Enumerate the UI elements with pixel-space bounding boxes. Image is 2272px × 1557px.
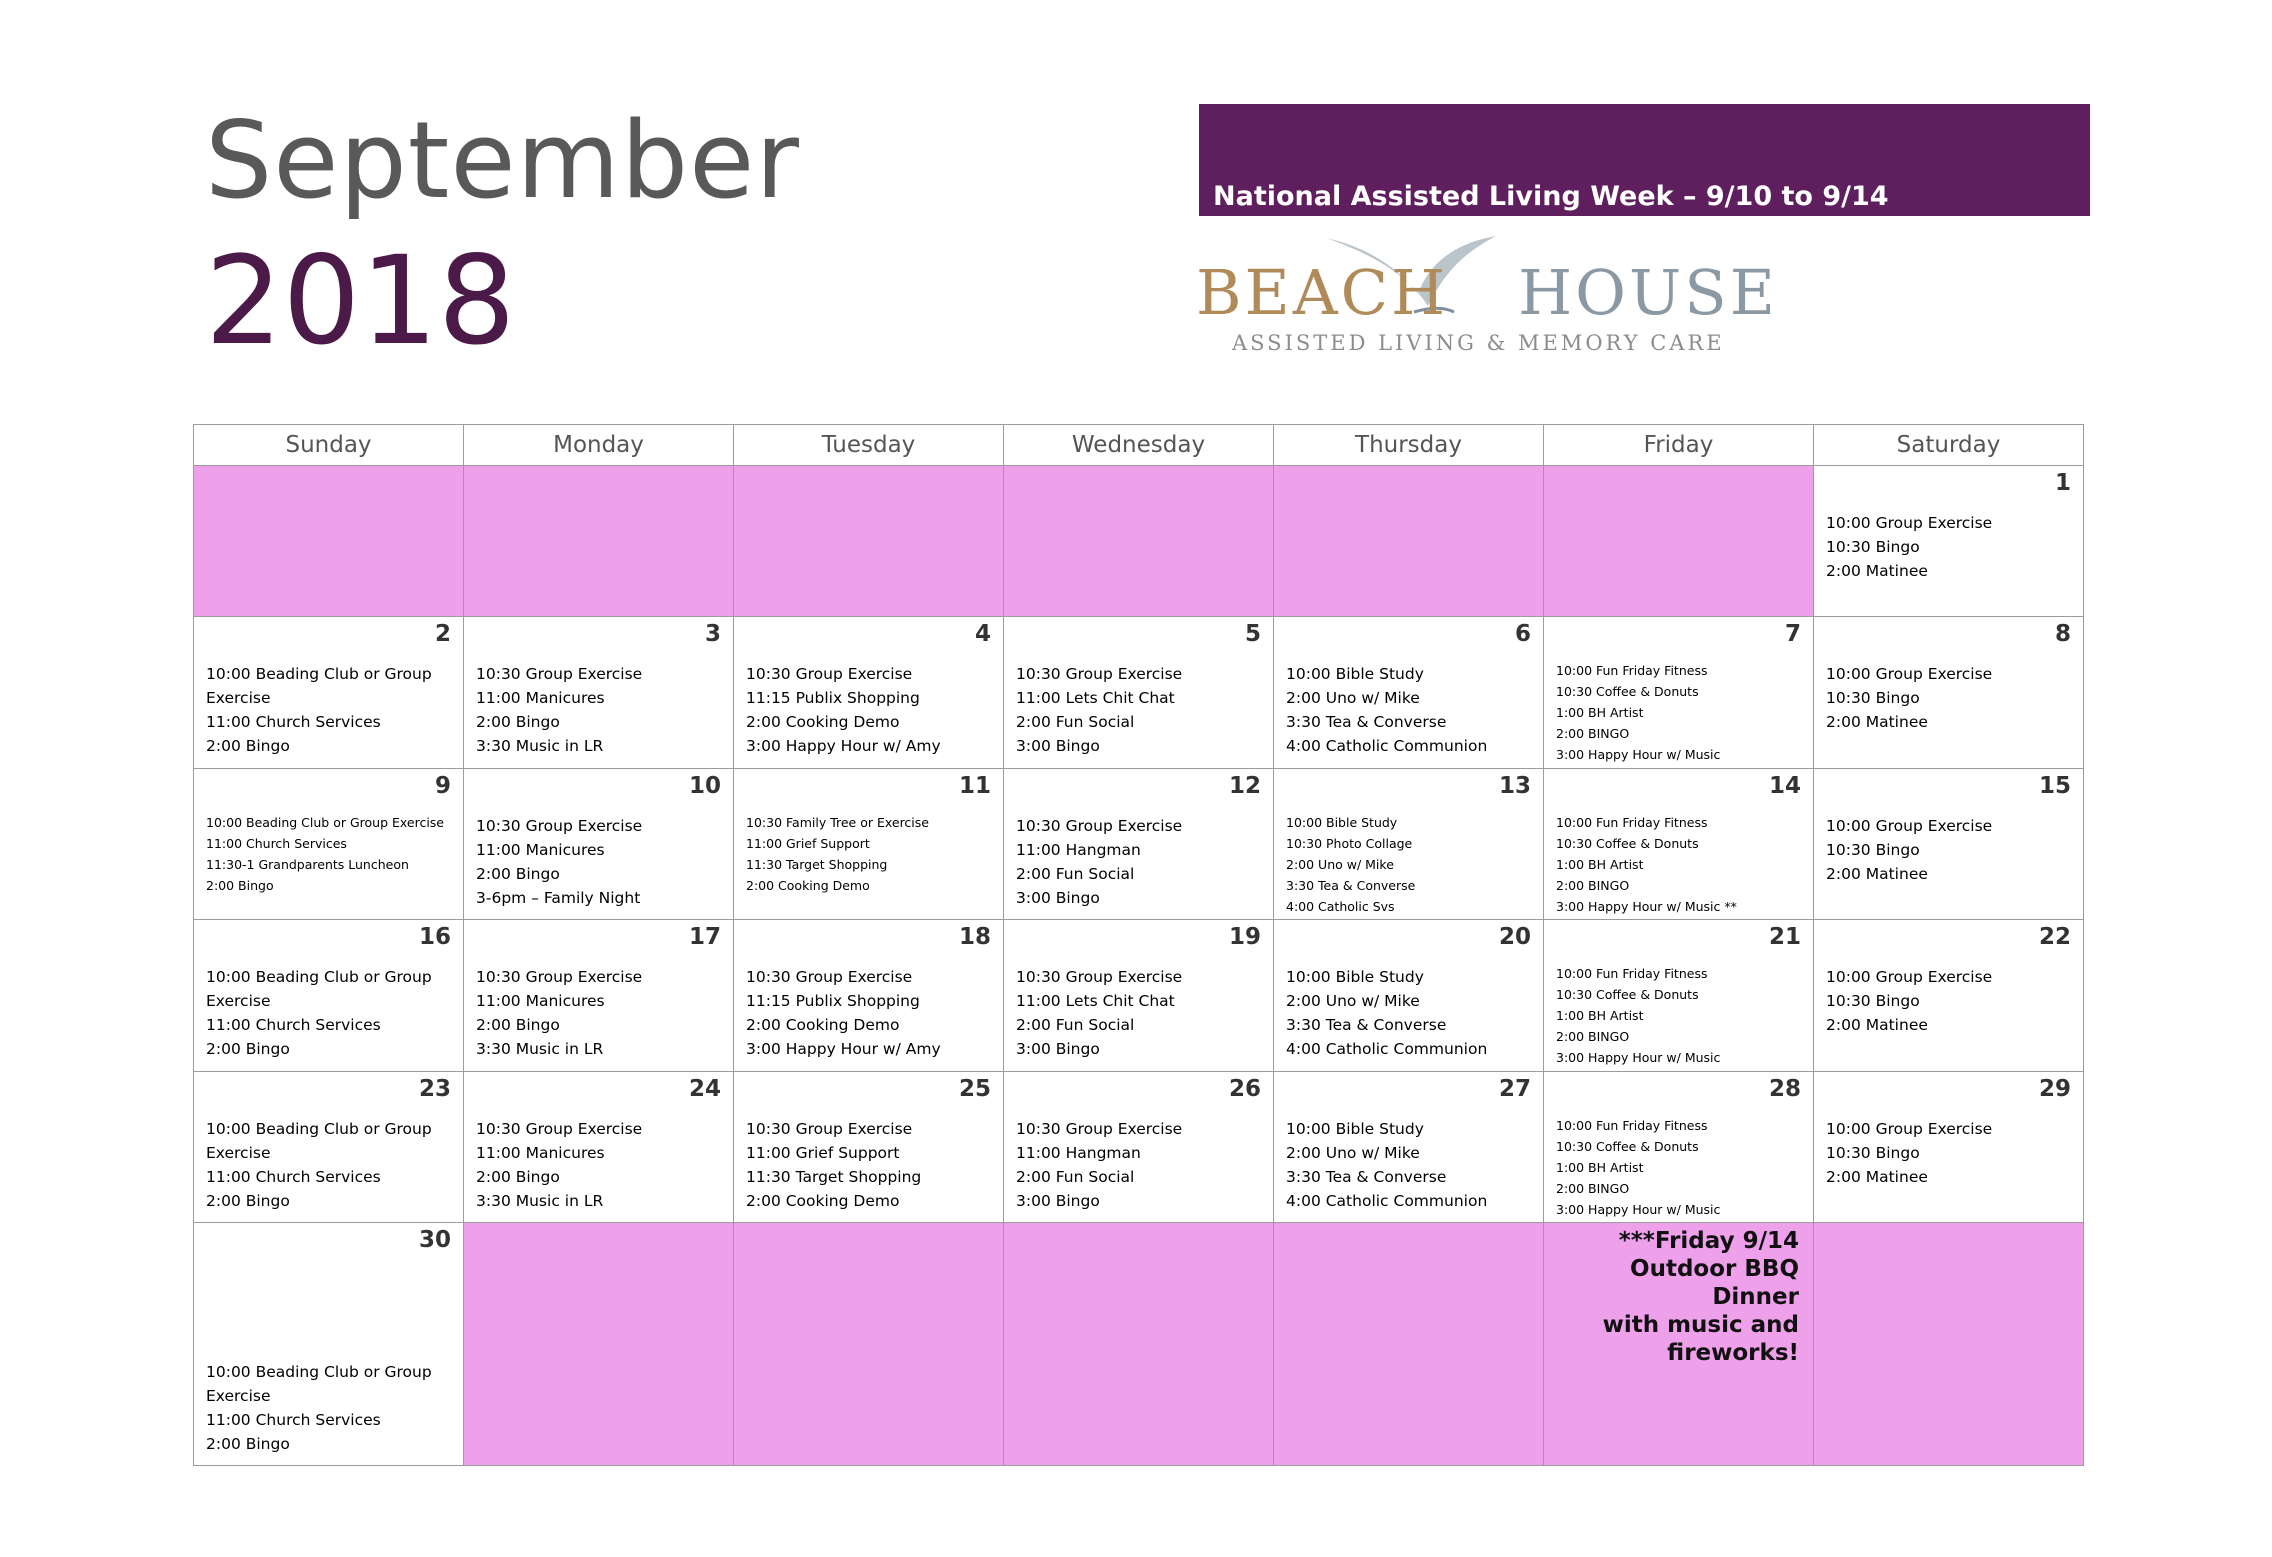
event-note: [1544, 1227, 1799, 1367]
activity-item: 10:00 Beading Club or Group Exercise: [206, 665, 432, 708]
day-number: 6: [1514, 621, 1531, 648]
activity-item: 10:00 Group Exercise: [1826, 968, 1993, 987]
empty-day-cell: [464, 466, 734, 617]
day-number: 1: [2054, 470, 2071, 496]
activity-item: 2:00 Matinee: [1826, 713, 1928, 732]
activity-item: 3:30 Tea & Converse: [1286, 1016, 1447, 1035]
activity-item: 3:00 Bingo: [1016, 1040, 1100, 1059]
activity-item: 11:00 Hangman: [1016, 840, 1141, 859]
activity-item: 10:30 Coffee & Donuts: [1556, 1138, 1699, 1154]
activity-item: 10:30 Group Exercise: [476, 1119, 643, 1138]
day-number: 4: [974, 621, 991, 648]
activity-item: 2:00 Bingo: [476, 1167, 560, 1186]
activity-item: 10:30 Bingo: [1826, 1143, 1920, 1162]
empty-day-cell: [1004, 1223, 1274, 1466]
activity-item: 10:30 Coffee & Donuts: [1556, 987, 1699, 1003]
activity-list: [206, 965, 455, 1061]
activity-item: 3:00 Bingo: [1016, 737, 1100, 756]
activity-item: 3:30 Music in LR: [476, 737, 604, 756]
activity-item: 11:00 Manicures: [476, 1143, 605, 1162]
activity-item: 10:00 Beading Club or Group Exercise: [206, 1363, 432, 1406]
day-cell: [194, 768, 464, 919]
day-number: 5: [1244, 621, 1261, 648]
activity-item: 11:15 Publix Shopping: [746, 689, 920, 708]
activity-item: 10:30 Group Exercise: [1016, 968, 1183, 987]
activity-item: 10:30 Coffee & Donuts: [1556, 835, 1699, 851]
activity-item: 10:30 Bingo: [1826, 992, 1920, 1011]
activity-item: 10:00 Bible Study: [1286, 665, 1424, 684]
activity-item: 11:00 Church Services: [206, 1167, 381, 1186]
day-cell: [194, 1223, 464, 1466]
activity-item: 10:00 Group Exercise: [1826, 1119, 1993, 1138]
empty-day-cell: [464, 1223, 734, 1466]
activity-list: [746, 965, 995, 1061]
activity-item: 11:00 Church Services: [206, 1411, 381, 1430]
activity-item: 2:00 Cooking Demo: [746, 877, 870, 893]
activity-list: [1556, 660, 1805, 765]
day-cell: [1814, 617, 2084, 768]
activity-item: 10:30 Group Exercise: [1016, 1119, 1183, 1138]
day-cell: [1004, 1071, 1274, 1222]
activity-item: 11:00 Church Services: [206, 713, 381, 732]
activity-item: 3:30 Music in LR: [476, 1191, 604, 1210]
logo-tagline: ASSISTED LIVING & MEMORY CARE: [1232, 331, 1725, 355]
day-cell: [1004, 768, 1274, 919]
day-cell: [1274, 920, 1544, 1071]
activity-item: 2:00 Bingo: [476, 713, 560, 732]
event-note-line: ***Friday 9/14: [1618, 1228, 1799, 1255]
activity-item: 1:00 BH Artist: [1556, 705, 1644, 721]
day-number: 9: [434, 772, 451, 799]
day-cell: [734, 1071, 1004, 1222]
activity-item: 4:00 Catholic Communion: [1286, 1040, 1488, 1059]
activity-item: 2:00 Bingo: [476, 864, 560, 883]
activity-item: 2:00 Bingo: [206, 1040, 290, 1059]
activity-item: 2:00 Bingo: [206, 877, 274, 893]
activity-list: [1016, 1117, 1265, 1213]
activity-list: [1016, 814, 1265, 910]
activity-item: 2:00 BINGO: [1556, 1029, 1630, 1045]
month-title: September: [205, 99, 800, 222]
weekday-tuesday: Tuesday: [734, 425, 1004, 466]
day-cell: [1274, 617, 1544, 768]
empty-day-cell: [1544, 466, 1814, 617]
activity-item: 2:00 Uno w/ Mike: [1286, 992, 1420, 1011]
activity-item: 2:00 Matinee: [1826, 864, 1928, 883]
event-banner-text: National Assisted Living Week – 9/10 to 9/14: [1213, 181, 1889, 212]
day-cell: [734, 768, 1004, 919]
week-row: [194, 1071, 2084, 1222]
day-cell: [1004, 617, 1274, 768]
activity-item: 11:30-1 Grandparents Luncheon: [206, 856, 409, 872]
activity-item: 4:00 Catholic Svs: [1286, 898, 1395, 914]
day-cell: [1544, 768, 1814, 919]
activity-item: 2:00 Uno w/ Mike: [1286, 856, 1394, 872]
activity-item: 2:00 Fun Social: [1016, 864, 1135, 883]
empty-day-cell: [734, 1223, 1004, 1466]
activity-item: 10:30 Photo Collage: [1286, 835, 1413, 851]
activity-list: [206, 662, 455, 758]
day-number: 28: [1768, 1075, 1801, 1102]
week-row: [194, 768, 2084, 919]
activity-item: 11:00 Church Services: [206, 1016, 381, 1035]
empty-day-cell: [1544, 1223, 1814, 1466]
activity-item: 2:00 Cooking Demo: [746, 1016, 900, 1035]
activity-item: 11:15 Publix Shopping: [746, 992, 920, 1011]
day-number: 14: [1768, 772, 1801, 799]
day-cell: [1544, 1071, 1814, 1222]
activity-item: 2:00 Fun Social: [1016, 713, 1135, 732]
day-cell: [1814, 466, 2084, 617]
year-title: 2018: [205, 230, 516, 372]
activity-item: 3:30 Tea & Converse: [1286, 1167, 1447, 1186]
day-number: 20: [1498, 924, 1531, 951]
weekday-sunday: Sunday: [194, 425, 464, 466]
activity-item: 3:30 Tea & Converse: [1286, 713, 1447, 732]
weekday-wednesday: Wednesday: [1004, 425, 1274, 466]
weekday-monday: Monday: [464, 425, 734, 466]
day-cell: [1274, 1071, 1544, 1222]
day-cell: [194, 617, 464, 768]
day-number: 15: [2038, 772, 2071, 799]
activity-item: 1:00 BH Artist: [1556, 856, 1644, 872]
activity-list: [1826, 662, 2075, 734]
activity-item: 3-6pm – Family Night: [476, 888, 641, 907]
activity-list: [206, 1360, 455, 1456]
activity-list: [206, 1117, 455, 1213]
activity-item: 3:00 Happy Hour w/ Music: [1556, 1201, 1721, 1217]
activity-list: [1286, 1117, 1535, 1213]
day-number: 10: [688, 772, 721, 799]
day-cell: [464, 768, 734, 919]
activity-list: [1556, 1115, 1805, 1220]
weekday-friday: Friday: [1544, 425, 1814, 466]
activity-list: [1016, 965, 1265, 1061]
activity-list: [476, 662, 725, 758]
activity-item: 11:00 Lets Chit Chat: [1016, 992, 1175, 1011]
week-row: [194, 1223, 2084, 1466]
day-number: 2: [434, 621, 451, 648]
activity-item: 3:30 Tea & Converse: [1286, 877, 1416, 893]
activity-item: 2:00 Matinee: [1826, 1016, 1928, 1035]
activity-list: [1826, 1117, 2075, 1189]
activity-list: [1286, 812, 1535, 917]
activity-item: 10:00 Fun Friday Fitness: [1556, 966, 1708, 982]
activity-list: [206, 812, 455, 896]
beach-house-logo: [1196, 226, 1778, 366]
activity-item: 2:00 BINGO: [1556, 1180, 1630, 1196]
day-number: 17: [688, 924, 721, 951]
activity-item: 11:00 Manicures: [476, 689, 605, 708]
empty-day-cell: [1004, 466, 1274, 617]
activity-item: 10:00 Bible Study: [1286, 814, 1398, 830]
event-note-line: with music and: [1602, 1312, 1799, 1339]
calendar-body: [194, 466, 2084, 1466]
activity-item: 1:00 BH Artist: [1556, 1159, 1644, 1175]
day-number: 8: [2054, 621, 2071, 648]
day-number: 12: [1228, 772, 1261, 799]
activity-item: 10:30 Family Tree or Exercise: [746, 814, 929, 830]
activity-item: 10:30 Group Exercise: [746, 968, 913, 987]
week-row: [194, 920, 2084, 1071]
event-note-line: Outdoor BBQ Dinner: [1630, 1256, 1799, 1311]
activity-list: [1826, 511, 2075, 583]
activity-item: 3:00 Happy Hour w/ Music: [1556, 1050, 1721, 1066]
activity-list: [746, 662, 995, 758]
activity-item: 2:00 BINGO: [1556, 877, 1630, 893]
day-cell: [464, 617, 734, 768]
day-number: 16: [418, 924, 451, 951]
activity-item: 10:00 Fun Friday Fitness: [1556, 1117, 1708, 1133]
activity-item: 3:00 Bingo: [1016, 888, 1100, 907]
activity-item: 11:00 Church Services: [206, 835, 347, 851]
activity-item: 10:30 Group Exercise: [1016, 816, 1183, 835]
calendar-grid: [193, 424, 2084, 1466]
day-number: 26: [1228, 1075, 1261, 1102]
activity-item: 10:30 Group Exercise: [746, 665, 913, 684]
activity-item: 11:00 Manicures: [476, 840, 605, 859]
day-cell: [1814, 768, 2084, 919]
day-cell: [1274, 768, 1544, 919]
activity-item: 10:30 Bingo: [1826, 840, 1920, 859]
week-row: [194, 617, 2084, 768]
activity-item: 10:30 Group Exercise: [476, 816, 643, 835]
activity-list: [476, 965, 725, 1061]
activity-item: 1:00 BH Artist: [1556, 1008, 1644, 1024]
day-number: 11: [958, 772, 991, 799]
weekday-saturday: Saturday: [1814, 425, 2084, 466]
weekday-header-row: [194, 425, 2084, 466]
activity-list: [1286, 662, 1535, 758]
activity-item: 10:30 Group Exercise: [476, 968, 643, 987]
activity-item: 11:30 Target Shopping: [746, 1167, 922, 1186]
activity-list: [476, 1117, 725, 1213]
day-cell: [734, 920, 1004, 1071]
activity-list: [1826, 965, 2075, 1037]
activity-list: [746, 1117, 995, 1213]
activity-item: 3:30 Music in LR: [476, 1040, 604, 1059]
day-cell: [194, 920, 464, 1071]
activity-item: 10:00 Group Exercise: [1826, 816, 1993, 835]
activity-item: 10:30 Group Exercise: [476, 665, 643, 684]
activity-item: 11:00 Lets Chit Chat: [1016, 689, 1175, 708]
activity-item: 11:30 Target Shopping: [746, 856, 888, 872]
activity-item: 10:30 Group Exercise: [1016, 665, 1183, 684]
activity-item: 3:00 Bingo: [1016, 1191, 1100, 1210]
activity-item: 10:00 Beading Club or Group Exercise: [206, 968, 432, 1011]
activity-item: 2:00 Fun Social: [1016, 1167, 1135, 1186]
activity-list: [1826, 814, 2075, 886]
day-cell: [1004, 920, 1274, 1071]
day-number: 7: [1784, 621, 1801, 648]
empty-day-cell: [1274, 466, 1544, 617]
week-row: [194, 466, 2084, 617]
activity-item: 10:00 Group Exercise: [1826, 665, 1993, 684]
activity-item: 3:00 Happy Hour w/ Amy: [746, 737, 941, 756]
activity-item: 3:00 Happy Hour w/ Music **: [1556, 898, 1737, 914]
activity-list: [1286, 965, 1535, 1061]
day-number: 24: [688, 1075, 721, 1102]
day-cell: [1544, 920, 1814, 1071]
day-cell: [1814, 1071, 2084, 1222]
empty-day-cell: [1274, 1223, 1544, 1466]
activity-list: [1016, 662, 1265, 758]
activity-item: 2:00 Cooking Demo: [746, 1191, 900, 1210]
activity-item: 2:00 Fun Social: [1016, 1016, 1135, 1035]
activity-item: 10:00 Bible Study: [1286, 1119, 1424, 1138]
activity-item: 2:00 Uno w/ Mike: [1286, 689, 1420, 708]
logo-name: BEACH HOUSE: [1196, 256, 1778, 329]
activity-item: 2:00 Bingo: [206, 1435, 290, 1454]
day-cell: [734, 617, 1004, 768]
activity-item: 11:00 Hangman: [1016, 1143, 1141, 1162]
activity-item: 11:00 Grief Support: [746, 1143, 900, 1162]
day-number: 29: [2038, 1075, 2071, 1102]
empty-day-cell: [734, 466, 1004, 617]
activity-item: 3:00 Happy Hour w/ Amy: [746, 1040, 941, 1059]
activity-item: 2:00 Bingo: [476, 1016, 560, 1035]
day-number: 22: [2038, 924, 2071, 951]
activity-item: 10:30 Bingo: [1826, 538, 1920, 556]
activity-item: 10:30 Group Exercise: [746, 1119, 913, 1138]
day-number: 23: [418, 1075, 451, 1102]
activity-item: 11:00 Grief Support: [746, 835, 870, 851]
activity-list: [1556, 963, 1805, 1068]
day-number: 25: [958, 1075, 991, 1102]
activity-item: 2:00 Bingo: [206, 1191, 290, 1210]
activity-item: 2:00 Uno w/ Mike: [1286, 1143, 1420, 1162]
activity-item: 10:00 Beading Club or Group Exercise: [206, 814, 444, 830]
activity-item: 2:00 BINGO: [1556, 726, 1630, 742]
activity-item: 10:00 Beading Club or Group Exercise: [206, 1119, 432, 1162]
weekday-thursday: Thursday: [1274, 425, 1544, 466]
activity-item: 10:00 Fun Friday Fitness: [1556, 814, 1708, 830]
day-number: 18: [958, 924, 991, 951]
day-cell: [1544, 617, 1814, 768]
day-cell: [464, 1071, 734, 1222]
day-cell: [464, 920, 734, 1071]
activity-item: 10:00 Bible Study: [1286, 968, 1424, 987]
day-number: 27: [1498, 1075, 1531, 1102]
activity-item: 2:00 Bingo: [206, 737, 290, 756]
activity-item: 10:30 Coffee & Donuts: [1556, 684, 1699, 700]
day-number: 13: [1498, 772, 1531, 799]
activity-item: 10:00 Fun Friday Fitness: [1556, 663, 1708, 679]
activity-item: 3:00 Happy Hour w/ Music: [1556, 747, 1721, 763]
activity-item: 2:00 Matinee: [1826, 562, 1928, 580]
day-cell: [194, 1071, 464, 1222]
activity-item: 10:00 Group Exercise: [1826, 514, 1993, 532]
empty-day-cell: [194, 466, 464, 617]
activity-list: [746, 812, 995, 896]
day-cell: [1814, 920, 2084, 1071]
event-note-line: fireworks!: [1667, 1340, 1799, 1367]
event-banner: [1199, 104, 2090, 216]
activity-list: [1556, 812, 1805, 917]
day-number: 19: [1228, 924, 1261, 951]
activity-item: 10:30 Bingo: [1826, 689, 1920, 708]
day-number: 30: [418, 1227, 451, 1254]
activity-item: 2:00 Cooking Demo: [746, 713, 900, 732]
activity-item: 4:00 Catholic Communion: [1286, 737, 1488, 756]
activity-item: 11:00 Manicures: [476, 992, 605, 1011]
empty-day-cell: [1814, 1223, 2084, 1466]
day-number: 21: [1768, 924, 1801, 951]
activity-item: 4:00 Catholic Communion: [1286, 1191, 1488, 1210]
activity-list: [476, 814, 725, 910]
activity-item: 2:00 Matinee: [1826, 1167, 1928, 1186]
day-number: 3: [704, 621, 721, 648]
